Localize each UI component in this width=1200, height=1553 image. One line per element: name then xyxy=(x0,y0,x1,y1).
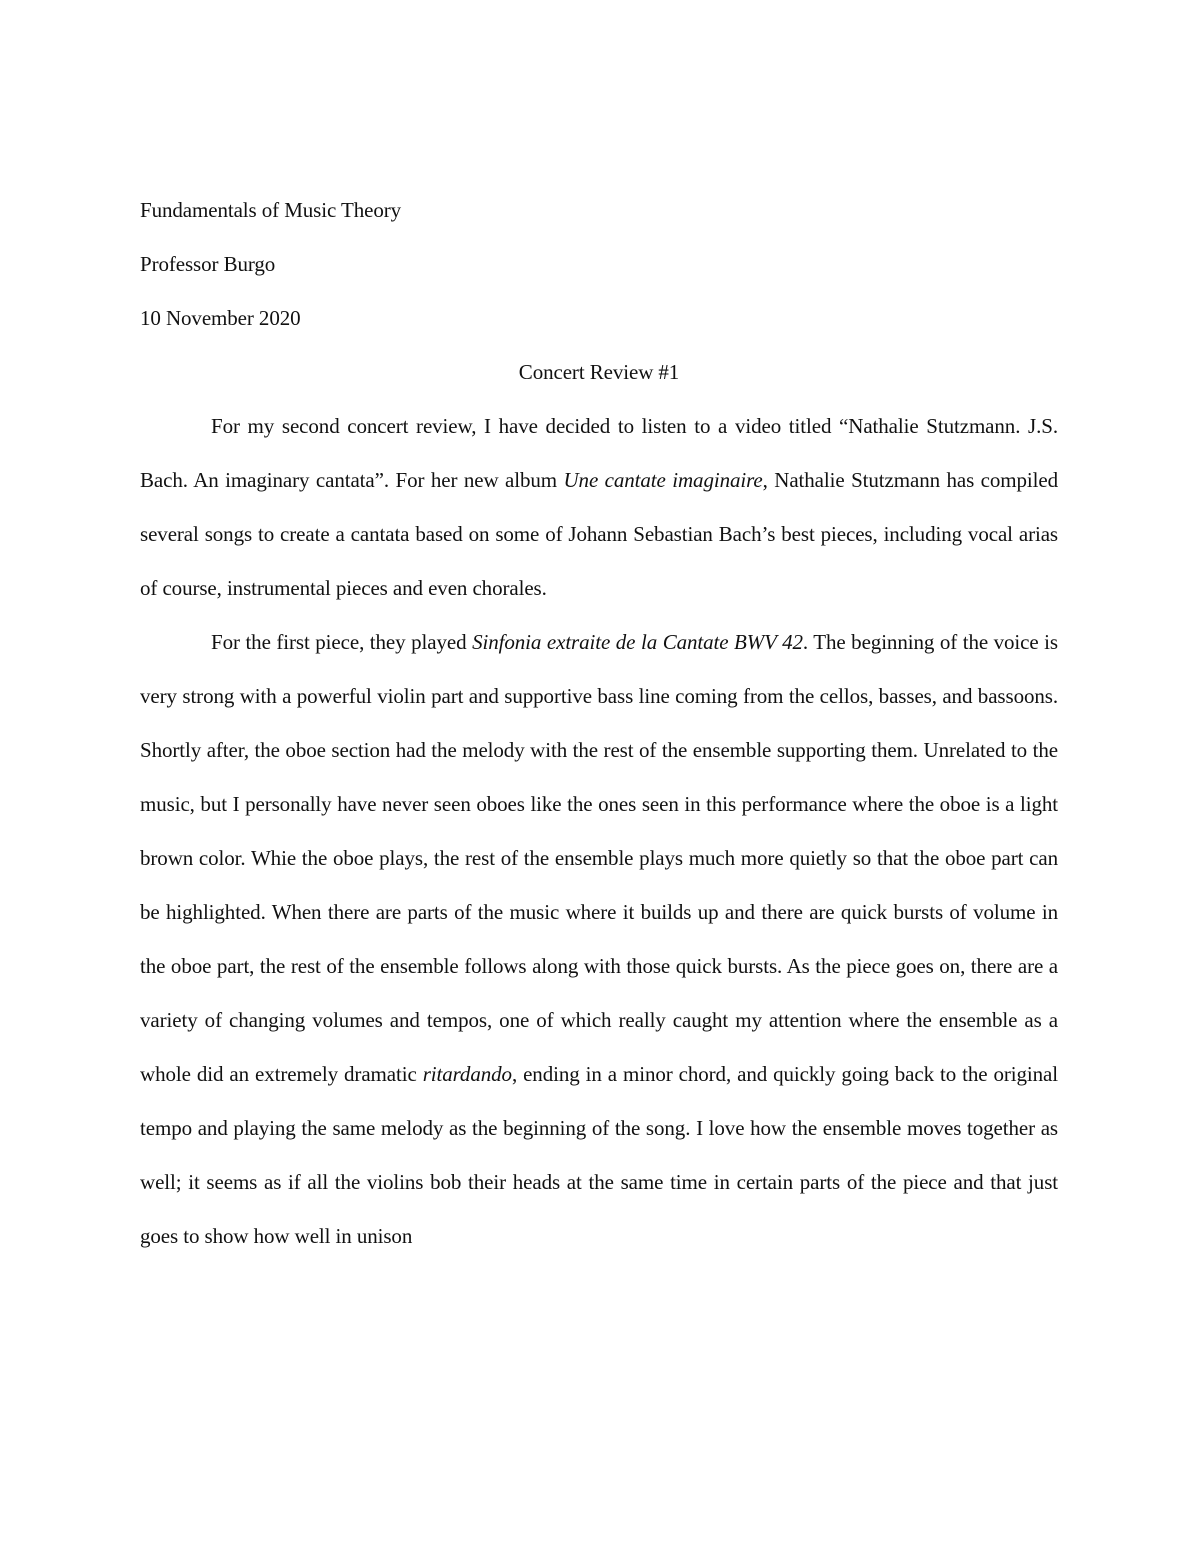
ritardando-term: ritardando xyxy=(422,1062,512,1086)
essay-title: Concert Review #1 xyxy=(518,360,680,384)
paragraph-1-text-c: , Nathalie Stutzmann has compiled several songs to create a cantata based on some of Johann Sebastian Bach’s best pieces, including vocal arias of course, instrumental pieces and even chorales. xyxy=(140,468,1058,600)
paragraph-2 xyxy=(140,615,1058,1263)
paragraph-1 xyxy=(140,399,1058,615)
course-name: Fundamentals of Music Theory xyxy=(140,198,402,222)
date: 10 November 2020 xyxy=(140,306,301,330)
paragraph-2-text-e: , ending in a minor chord, and quickly going back to the original tempo and playing the same melody as the beginning of the song. I love how the ensemble moves together as well; it seems as if all the violins bob their heads at the same time in certain parts of the piece and that just goes to show how well in unison xyxy=(140,1062,1058,1248)
piece-title: Sinfonia extraite de la Cantate BWV 42 xyxy=(472,630,803,654)
paragraph-2-text-a: For the first piece, they played xyxy=(211,630,473,654)
professor-name: Professor Burgo xyxy=(140,252,276,276)
document-body xyxy=(140,183,1058,1263)
paragraph-1-text-a: For my second concert review, I have decided to listen to a video titled “Nathalie Stutzmann. J.S. Bach. An imaginary cantata”. For her new album xyxy=(140,414,1058,492)
paragraph-2-text-c: . The beginning of the voice is very strong with a powerful violin part and supportive bass line coming from the cellos, basses, and bassoons. Shortly after, the oboe section had the melody with the rest of the ensemble supporting them. Unrelated to the music, but I personally have never seen oboes like the ones seen in this performance where the oboe is a light brown color. Whie the oboe plays, the rest of the ensemble plays much more quietly so that the oboe part can be highlighted. When there are parts of the music where it builds up and there are quick bursts of volume in the oboe part, the rest of the ensemble follows along with those quick bursts. As the piece goes on, there are a variety of changing volumes and tempos, one of which really caught my attention where the ensemble as a whole did an extremely dramatic xyxy=(140,630,1058,1086)
album-title: Une cantate imaginaire xyxy=(563,468,763,492)
